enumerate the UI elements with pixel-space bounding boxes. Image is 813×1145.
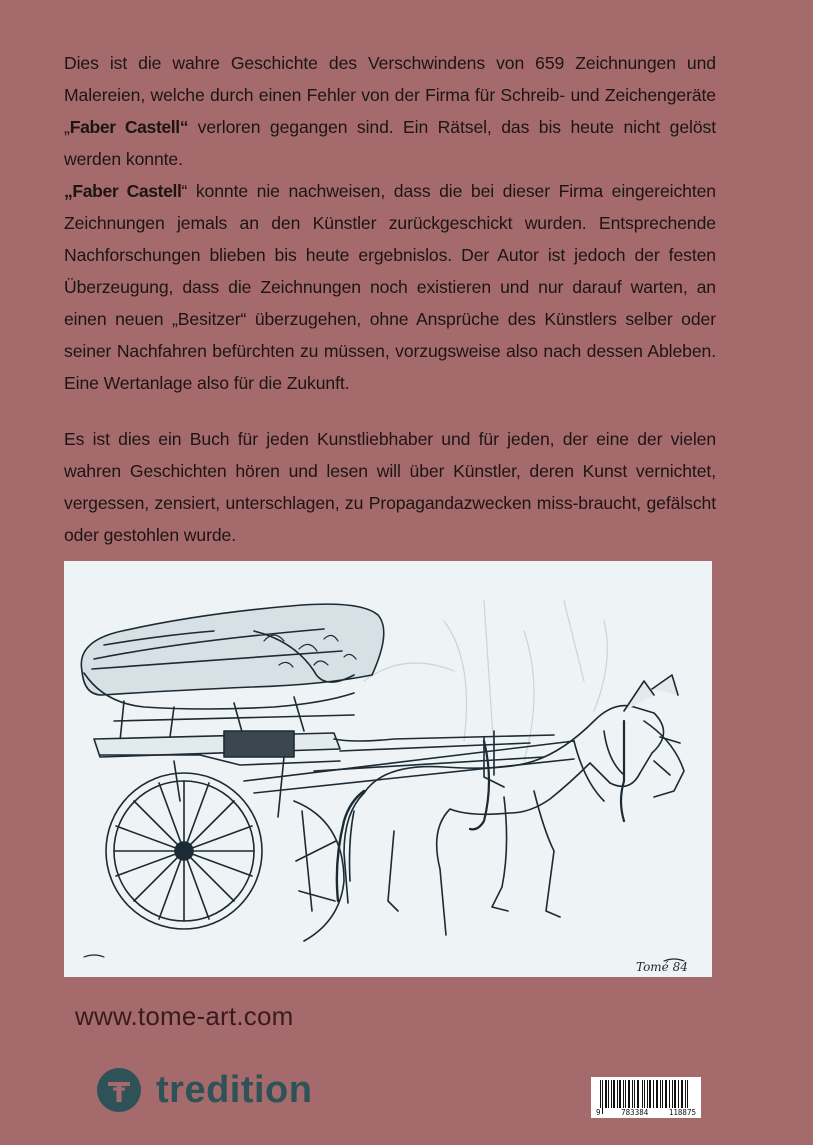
- brand-name: Faber Castell“: [69, 117, 189, 137]
- website-url[interactable]: www.tome-art.com: [75, 1001, 294, 1031]
- artist-signature: Tomé 84: [636, 960, 688, 974]
- paragraph-3: Es ist dies ein Buch für jeden Kunstliebhaber und für jeden, der eine der vielen wahren Geschichten hören und lesen will über Künstler, deren Kunst vernichtet, vergessen, zensiert, unterschlagen, zu Propagandazwecken miss-braucht, gefälscht oder gestohlen wurde.: [64, 429, 716, 545]
- cart-wheel: [106, 773, 262, 929]
- horse-cart-drawing: [64, 561, 712, 977]
- brand-name: „Faber Castell: [64, 181, 182, 201]
- paragraph-2: „Faber Castell“ konnte nie nachweisen, dass die bei dieser Firma eingereichten Zeichnungen jemals an den Künstler zurückgeschickt wurden. Entsprechende Nachforschungen blieben bis heute ergebnislos. Der Autor ist jedoch der festen Überzeugung, dass die Zeichnungen noch existieren und nur darauf warten, an einen neuen „Besitzer“ überzugehen, ohne Ansprüche des Künstlers selber oder seiner Nachfahren befürchten zu müssen, vorzugsweise also nach dessen Ableben. Eine Wertanlage also für die Zukunft.: [64, 181, 716, 393]
- isbn-barcode: [591, 1077, 701, 1118]
- horse: [337, 675, 684, 935]
- barcode-digits: 9 783384 118875: [596, 1108, 696, 1117]
- paragraph-1: Dies ist die wahre Geschichte des Verschwindens von 659 Zeichnungen und Malereien, welche durch einen Fehler von der Firma für Schreib- und Zeichengeräte „Faber Castell“ verloren gegangen sind. Ein Rätsel, das bis heute nicht gelöst werden konnte.: [64, 53, 716, 169]
- publisher-logo: [96, 1066, 312, 1114]
- canopy: [81, 604, 383, 741]
- tredition-logo-icon: [96, 1067, 142, 1113]
- back-cover-text: [64, 47, 716, 551]
- publisher-name: tredition: [156, 1068, 313, 1111]
